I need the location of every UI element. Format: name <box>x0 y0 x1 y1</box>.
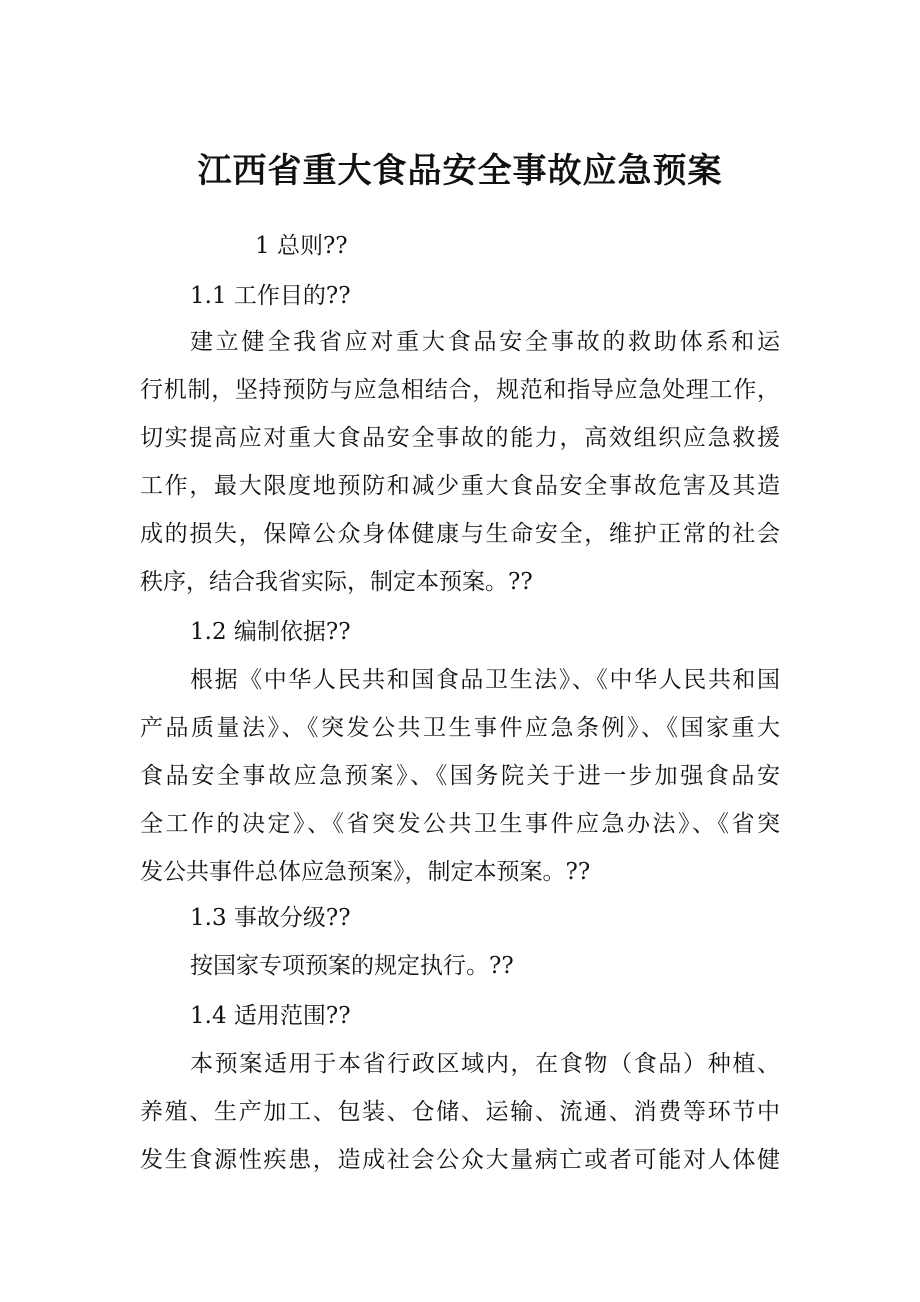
paragraph-line: 切实提高应对重大食品安全事故的能力，高效组织应急救援 <box>140 425 780 451</box>
document-title: 江西省重大食品安全事故应急预案 <box>197 151 723 191</box>
section-heading-1: 1 总则?? <box>255 233 348 259</box>
paragraph-line: 工作，最大限度地预防和减少重大食品安全事故危害及其造 <box>140 473 780 499</box>
paragraph-line: 发生食源性疾患，造成社会公众大量病亡或者可能对人体健 <box>140 1147 780 1173</box>
paragraph-line: 秩序，结合我省实际，制定本预案。?? <box>140 569 533 595</box>
paragraph-line: 发公共事件总体应急预案》，制定本预案。?? <box>140 859 591 885</box>
section-heading-1-2: 1.2 编制依据?? <box>190 619 351 645</box>
section-heading-1-4: 1.4 适用范围?? <box>190 1003 351 1029</box>
section-heading-1-3: 1.3 事故分级?? <box>190 905 351 931</box>
paragraph-line: 根据《中华人民共和国食品卫生法》、《中华人民共和国 <box>190 667 780 693</box>
paragraph-line: 养殖、生产加工、包装、仓储、运输、流通、消费等环节中 <box>140 1099 780 1125</box>
section-heading-1-1: 1.1 工作目的?? <box>190 283 351 309</box>
paragraph-line: 建立健全我省应对重大食品安全事故的救助体系和运 <box>190 329 780 355</box>
paragraph-line: 产品质量法》、《突发公共卫生事件应急条例》、《国家重大 <box>140 715 780 741</box>
paragraph-line: 成的损失，保障公众身体健康与生命安全，维护正常的社会 <box>140 521 780 547</box>
paragraph-line: 行机制，坚持预防与应急相结合，规范和指导应急处理工作， <box>140 377 780 403</box>
paragraph-line: 按国家专项预案的规定执行。?? <box>190 953 514 979</box>
paragraph-line: 本预案适用于本省行政区域内，在食物（食品）种植、 <box>190 1051 780 1077</box>
paragraph-line: 食品安全事故应急预案》、《国务院关于进一步加强食品安 <box>140 763 780 789</box>
paragraph-line: 全工作的决定》、《省突发公共卫生事件应急办法》、《省突 <box>140 811 780 837</box>
